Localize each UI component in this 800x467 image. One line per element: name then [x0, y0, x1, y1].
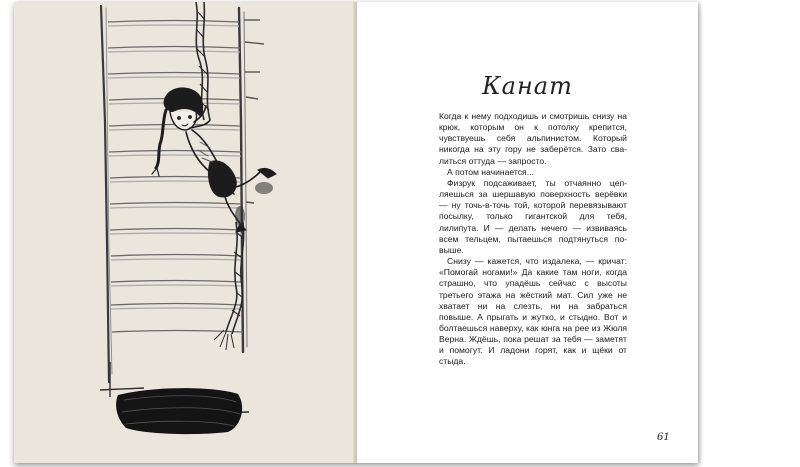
wall-shading	[244, 20, 264, 203]
chapter-body-text	[439, 111, 627, 368]
paragraph: Когда к нему подходишь и смотришь снизу на крюк, которым он к потолку крепится, чувствуешь себя альпинистом. Который никогда на эту гору не заберётся. Зато свалиться оттуда — запросто.	[439, 111, 627, 166]
paragraph: Физрук подсаживает, ты отчаянно цепляешься за шершавую поверхность верёвки — ну точь-в-точь той, которой перевязывают посылку, только гигантской для тебя, лилипута. И — делать нечего — извиваясь всем тельцем, пытаешься подтянуться повыше.	[439, 177, 627, 255]
paragraph: Снизу — кажется, что издалека, — кричат: «Помогай ногами!» Да какие там ноги, когда страшно, что упадёшь сейчас с высоты третьего этажа на жёсткий мат. Сил уже не хватает ни на слезть, ни на забраться повыше. А прыгать и жутко, и стыдно. Вот и болтаешься наверху, как юнга на рее из Жюля Верна. Ждёшь, пока решат за тебя — заметят и помогут. И ладони горят, как и щёки от стыда.	[439, 256, 627, 367]
book-spread	[14, 2, 698, 463]
page-number: 61	[657, 432, 670, 443]
left-page-illustration	[14, 2, 357, 463]
girl-climbing-rope-illustration	[14, 2, 357, 463]
wall-bars-left-upright	[101, 6, 109, 382]
right-page-text	[357, 2, 698, 463]
chapter-title: Канат	[482, 72, 573, 100]
paragraph: А потом начинается...	[447, 166, 534, 177]
gym-mat	[116, 388, 242, 434]
girl-figure	[152, 88, 276, 232]
